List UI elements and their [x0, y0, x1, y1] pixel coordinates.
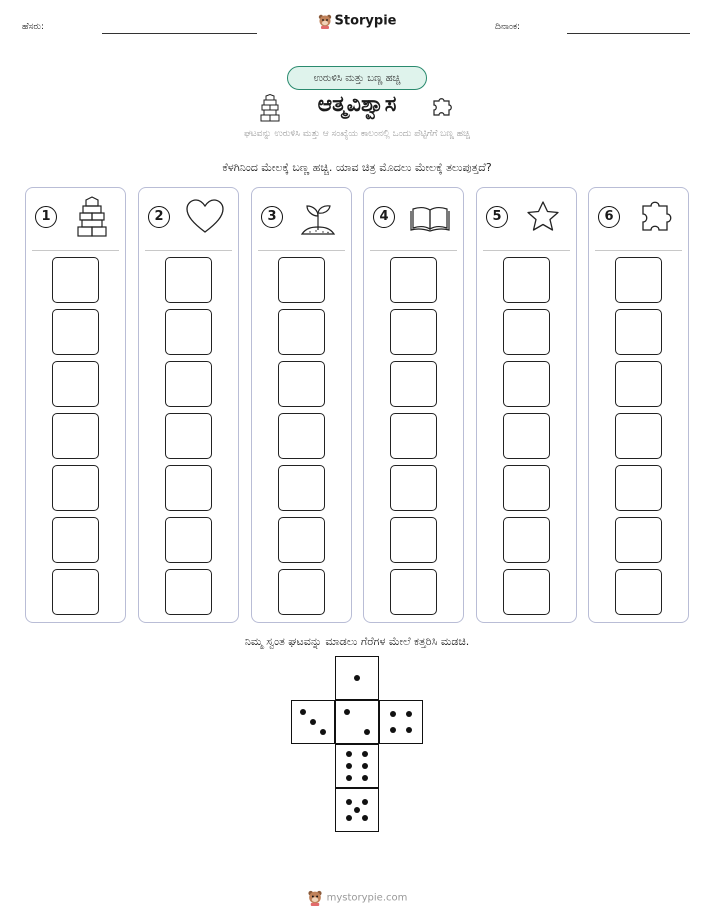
- column-divider: [32, 250, 119, 251]
- column-number: 6: [598, 206, 620, 228]
- color-box[interactable]: [390, 257, 437, 303]
- sprout-icon: [298, 196, 338, 238]
- bear-icon: [307, 889, 323, 906]
- die-pip: [346, 751, 352, 757]
- die-pip: [406, 727, 412, 733]
- column-6: [588, 187, 689, 623]
- color-box[interactable]: [615, 517, 662, 563]
- die-face: [379, 700, 423, 744]
- color-box[interactable]: [278, 517, 325, 563]
- die-pip: [362, 751, 368, 757]
- column-number: 2: [148, 206, 170, 228]
- color-box[interactable]: [615, 309, 662, 355]
- color-box[interactable]: [165, 257, 212, 303]
- die-pip: [364, 729, 370, 735]
- color-box[interactable]: [52, 413, 99, 459]
- color-box[interactable]: [390, 465, 437, 511]
- color-box[interactable]: [165, 309, 212, 355]
- column-2: [138, 187, 239, 623]
- color-box[interactable]: [615, 361, 662, 407]
- die-face: [335, 656, 379, 700]
- die-pip: [362, 799, 368, 805]
- die-pip: [406, 711, 412, 717]
- color-box[interactable]: [278, 257, 325, 303]
- die-pip: [354, 807, 360, 813]
- color-box[interactable]: [390, 413, 437, 459]
- die-pip: [362, 775, 368, 781]
- name-line[interactable]: [102, 33, 257, 34]
- page-title: ಆತ್ಮವಿಶ್ವಾಸ: [317, 92, 397, 117]
- die-pip: [390, 727, 396, 733]
- color-box[interactable]: [503, 413, 550, 459]
- color-box[interactable]: [165, 361, 212, 407]
- brand-name: Storypie: [334, 13, 397, 29]
- color-box[interactable]: [52, 361, 99, 407]
- color-box[interactable]: [278, 309, 325, 355]
- instructions-subtitle: ಘಟವನ್ನು ಉರುಳಿಸಿ ಮತ್ತು ಆ ಸಂಖ್ಯೆಯ ಕಾಲಂನಲ್ಲಿ ಒಂದು ಪೆಟ್ಟಿಗೆಗೆ ಬಣ್ಣ ಹಚ್ಚಿ: [244, 129, 470, 139]
- column-divider: [595, 250, 682, 251]
- color-box[interactable]: [52, 465, 99, 511]
- die-pip: [344, 709, 350, 715]
- color-box[interactable]: [615, 413, 662, 459]
- die-pip: [346, 815, 352, 821]
- die-pip: [362, 815, 368, 821]
- color-box[interactable]: [390, 361, 437, 407]
- column-number: 5: [486, 206, 508, 228]
- color-box[interactable]: [52, 517, 99, 563]
- footer-url[interactable]: mystorypie.com: [326, 892, 408, 904]
- color-box[interactable]: [615, 465, 662, 511]
- column-divider: [483, 250, 570, 251]
- name-label: ಹೆಸರು:: [22, 22, 45, 32]
- star-icon: [523, 196, 563, 238]
- color-box[interactable]: [615, 569, 662, 615]
- puzzle-piece-icon: [430, 95, 454, 119]
- column-3: [251, 187, 352, 623]
- color-box[interactable]: [52, 309, 99, 355]
- color-box[interactable]: [278, 413, 325, 459]
- color-box[interactable]: [52, 569, 99, 615]
- brand-logo: [0, 13, 714, 29]
- column-divider: [258, 250, 345, 251]
- color-box[interactable]: [503, 517, 550, 563]
- heart-icon: [185, 196, 225, 238]
- color-box[interactable]: [165, 569, 212, 615]
- date-line[interactable]: [567, 33, 690, 34]
- color-box[interactable]: [278, 361, 325, 407]
- die-pip: [310, 719, 316, 725]
- color-box[interactable]: [503, 361, 550, 407]
- column-number: 4: [373, 206, 395, 228]
- bear-icon: [318, 13, 332, 29]
- column-5: [476, 187, 577, 623]
- color-box[interactable]: [278, 569, 325, 615]
- die-face: [335, 788, 379, 832]
- puzzle-piece-icon: [635, 196, 675, 238]
- column-4: [363, 187, 464, 623]
- footer: [0, 889, 714, 906]
- die-face: [291, 700, 335, 744]
- color-box[interactable]: [503, 465, 550, 511]
- color-box[interactable]: [52, 257, 99, 303]
- color-box[interactable]: [503, 257, 550, 303]
- color-box[interactable]: [165, 465, 212, 511]
- activity-pill: ಉರುಳಿಸಿ ಮತ್ತು ಬಣ್ಣ ಹಚ್ಚಿ: [287, 66, 427, 90]
- column-divider: [145, 250, 232, 251]
- color-box[interactable]: [278, 465, 325, 511]
- die-face: [335, 700, 379, 744]
- color-box[interactable]: [165, 413, 212, 459]
- die-pip: [320, 729, 326, 735]
- die-instruction: ನಿಮ್ಮ ಸ್ವಂತ ಘಟವನ್ನು ಮಾಡಲು ಗೆರೆಗಳ ಮೇಲೆ ಕತ್ತರಿಸಿ ಮಡಚಿ.: [244, 635, 470, 648]
- die-pip: [346, 763, 352, 769]
- column-number: 3: [261, 206, 283, 228]
- column-divider: [370, 250, 457, 251]
- color-box[interactable]: [615, 257, 662, 303]
- block-tower-icon: [72, 196, 112, 238]
- question-text: ಕೆಳಗಿನಿಂದ ಮೇಲಕ್ಕೆ ಬಣ್ಣ ಹಚ್ಚಿ. ಯಾವ ಚಿತ್ರ ಮೊದಲು ಮೇಲಕ್ಕೆ ತಲುಪುತ್ತದೆ?: [222, 161, 492, 174]
- date-label: ದಿನಾಂಕ:: [495, 22, 521, 32]
- color-box[interactable]: [390, 569, 437, 615]
- die-pip: [354, 675, 360, 681]
- open-book-icon: [410, 196, 450, 238]
- column-1: [25, 187, 126, 623]
- die-pip: [300, 709, 306, 715]
- color-box[interactable]: [390, 517, 437, 563]
- die-face: [335, 744, 379, 788]
- color-box[interactable]: [165, 517, 212, 563]
- die-pip: [346, 799, 352, 805]
- color-box[interactable]: [503, 569, 550, 615]
- die-pip: [390, 711, 396, 717]
- color-box[interactable]: [503, 309, 550, 355]
- color-box[interactable]: [390, 309, 437, 355]
- die-pip: [362, 763, 368, 769]
- die-pip: [346, 775, 352, 781]
- column-number: 1: [35, 206, 57, 228]
